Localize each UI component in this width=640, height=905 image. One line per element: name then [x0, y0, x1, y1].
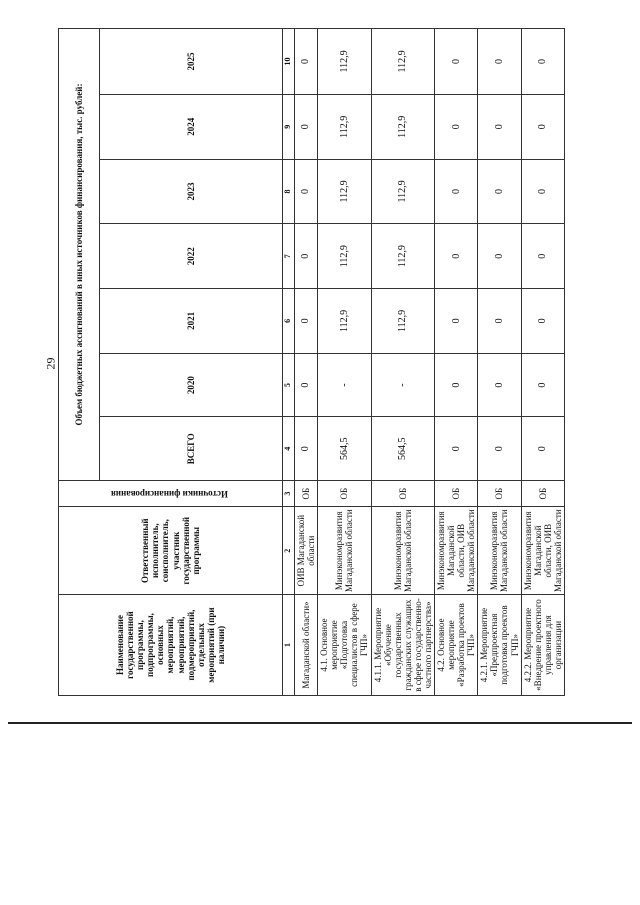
row-value-2022: 112,9 [318, 224, 371, 289]
row-value-2024: 0 [521, 94, 564, 159]
row-name: 4.2.1. Мероприятие «Предпроектная подготовка проектов ГЧП» [478, 595, 521, 696]
header-year-2022: 2022 [100, 224, 283, 289]
row-value-2022: 0 [435, 224, 478, 289]
row-value-2022: 0 [478, 224, 521, 289]
row-value-2025: 112,9 [318, 29, 371, 95]
row-value-2025: 112,9 [371, 29, 434, 95]
row-source: ОБ [521, 481, 564, 507]
row-value-2023: 112,9 [318, 159, 371, 224]
row-executor: Минэкономразвития Магаданской области, ОИВ Магаданской области [435, 507, 478, 595]
row-value-2020: 0 [435, 353, 478, 417]
table-row [318, 29, 371, 696]
row-name: 4.1. Основное мероприятие «Подготовка специалистов в сфере ГЧП» [318, 595, 371, 696]
row-value-2025: 0 [435, 29, 478, 95]
row-value-2023: 0 [478, 159, 521, 224]
header-year-total: ВСЕГО [100, 417, 283, 481]
row-value-2025: 0 [295, 29, 318, 95]
header-executor: Ответственный исполнитель, соисполнитель, участник государственной программы [59, 507, 283, 595]
page-number: 29 [43, 357, 58, 370]
row-value-2021: 0 [435, 289, 478, 354]
table-row [435, 29, 478, 696]
header-year-2025: 2025 [100, 29, 283, 95]
table-container [58, 28, 563, 696]
row-value-2024: 0 [295, 94, 318, 159]
table-row [478, 29, 521, 696]
row-value-2022: 0 [295, 224, 318, 289]
row-executor: Минэкономразвития Магаданской области [371, 507, 434, 595]
row-value-2024: 0 [478, 94, 521, 159]
row-value-2020: 0 [521, 353, 564, 417]
column-number: 4 [283, 417, 295, 481]
row-value-2025: 0 [478, 29, 521, 95]
column-number: 6 [283, 289, 295, 354]
row-value-total: 564,5 [318, 417, 371, 481]
row-value-2021: 0 [295, 289, 318, 354]
row-source: ОБ [318, 481, 371, 507]
row-value-2022: 112,9 [371, 224, 434, 289]
row-value-2021: 0 [478, 289, 521, 354]
row-value-2025: 0 [521, 29, 564, 95]
row-name: 4.2.2. Мероприятие «Внедрение проектного управления для организации [521, 595, 564, 696]
row-value-2024: 112,9 [318, 94, 371, 159]
row-value-2020: 0 [478, 353, 521, 417]
row-source: ОБ [295, 481, 318, 507]
row-source: ОБ [478, 481, 521, 507]
row-value-total: 0 [435, 417, 478, 481]
row-executor: Минэкономразвития Магаданской области [318, 507, 371, 595]
row-value-2022: 0 [521, 224, 564, 289]
column-number: 7 [283, 224, 295, 289]
header-funding-group: Объем бюджетных ассигнований в иных источников финансирования, тыс. рублей: [59, 29, 100, 481]
row-value-total: 0 [478, 417, 521, 481]
row-value-2020: 0 [295, 353, 318, 417]
row-value-2021: 112,9 [371, 289, 434, 354]
column-number-row [283, 29, 295, 696]
row-value-2020: - [371, 353, 434, 417]
table-row [295, 29, 318, 696]
table-row [371, 29, 434, 696]
row-value-2023: 112,9 [371, 159, 434, 224]
column-number: 2 [283, 507, 295, 595]
column-number: 3 [283, 481, 295, 507]
row-value-total: 564,5 [371, 417, 434, 481]
column-number: 1 [283, 595, 295, 696]
row-value-2020: - [318, 353, 371, 417]
row-source: ОБ [371, 481, 434, 507]
row-executor: Минэкономразвития Магаданской области, ОИВ Магаданской области [521, 507, 564, 595]
header-year-2020: 2020 [100, 353, 283, 417]
row-executor: ОИВ Магаданской области [295, 507, 318, 595]
column-number: 8 [283, 159, 295, 224]
row-name: 4.1.1. Мероприятие «Обучение государственных гражданских служащих в сфере государственно-частного партнерства» [371, 595, 434, 696]
row-value-2023: 0 [521, 159, 564, 224]
row-value-2021: 0 [521, 289, 564, 354]
row-value-2023: 0 [435, 159, 478, 224]
header-source-label: Источники финансирования [110, 488, 228, 499]
header-name: Наименование государственной программы, подпрограммы, основных мероприятий, мероприятий, подмероприятий, отдельных мероприятий (при наличии) [59, 595, 283, 696]
column-number: 9 [283, 94, 295, 159]
row-value-2021: 112,9 [318, 289, 371, 354]
header-year-2024: 2024 [100, 94, 283, 159]
row-name: 4.2. Основное мероприятие «Разработка проектов ГЧП» [435, 595, 478, 696]
horizontal-divider [8, 722, 632, 724]
row-value-2023: 0 [295, 159, 318, 224]
header-year-2021: 2021 [100, 289, 283, 354]
row-value-total: 0 [521, 417, 564, 481]
row-source: ОБ [435, 481, 478, 507]
table-row [521, 29, 564, 696]
row-name: Магаданской области» [295, 595, 318, 696]
row-value-2024: 0 [435, 94, 478, 159]
row-value-2024: 112,9 [371, 94, 434, 159]
funding-table [58, 28, 565, 696]
column-number: 5 [283, 353, 295, 417]
row-value-total: 0 [295, 417, 318, 481]
header-year-2023: 2023 [100, 159, 283, 224]
column-number: 10 [283, 29, 295, 95]
row-executor: Минэкономразвития Магаданской области [478, 507, 521, 595]
rotated-table-frame [58, 28, 563, 696]
header-source [59, 481, 283, 507]
